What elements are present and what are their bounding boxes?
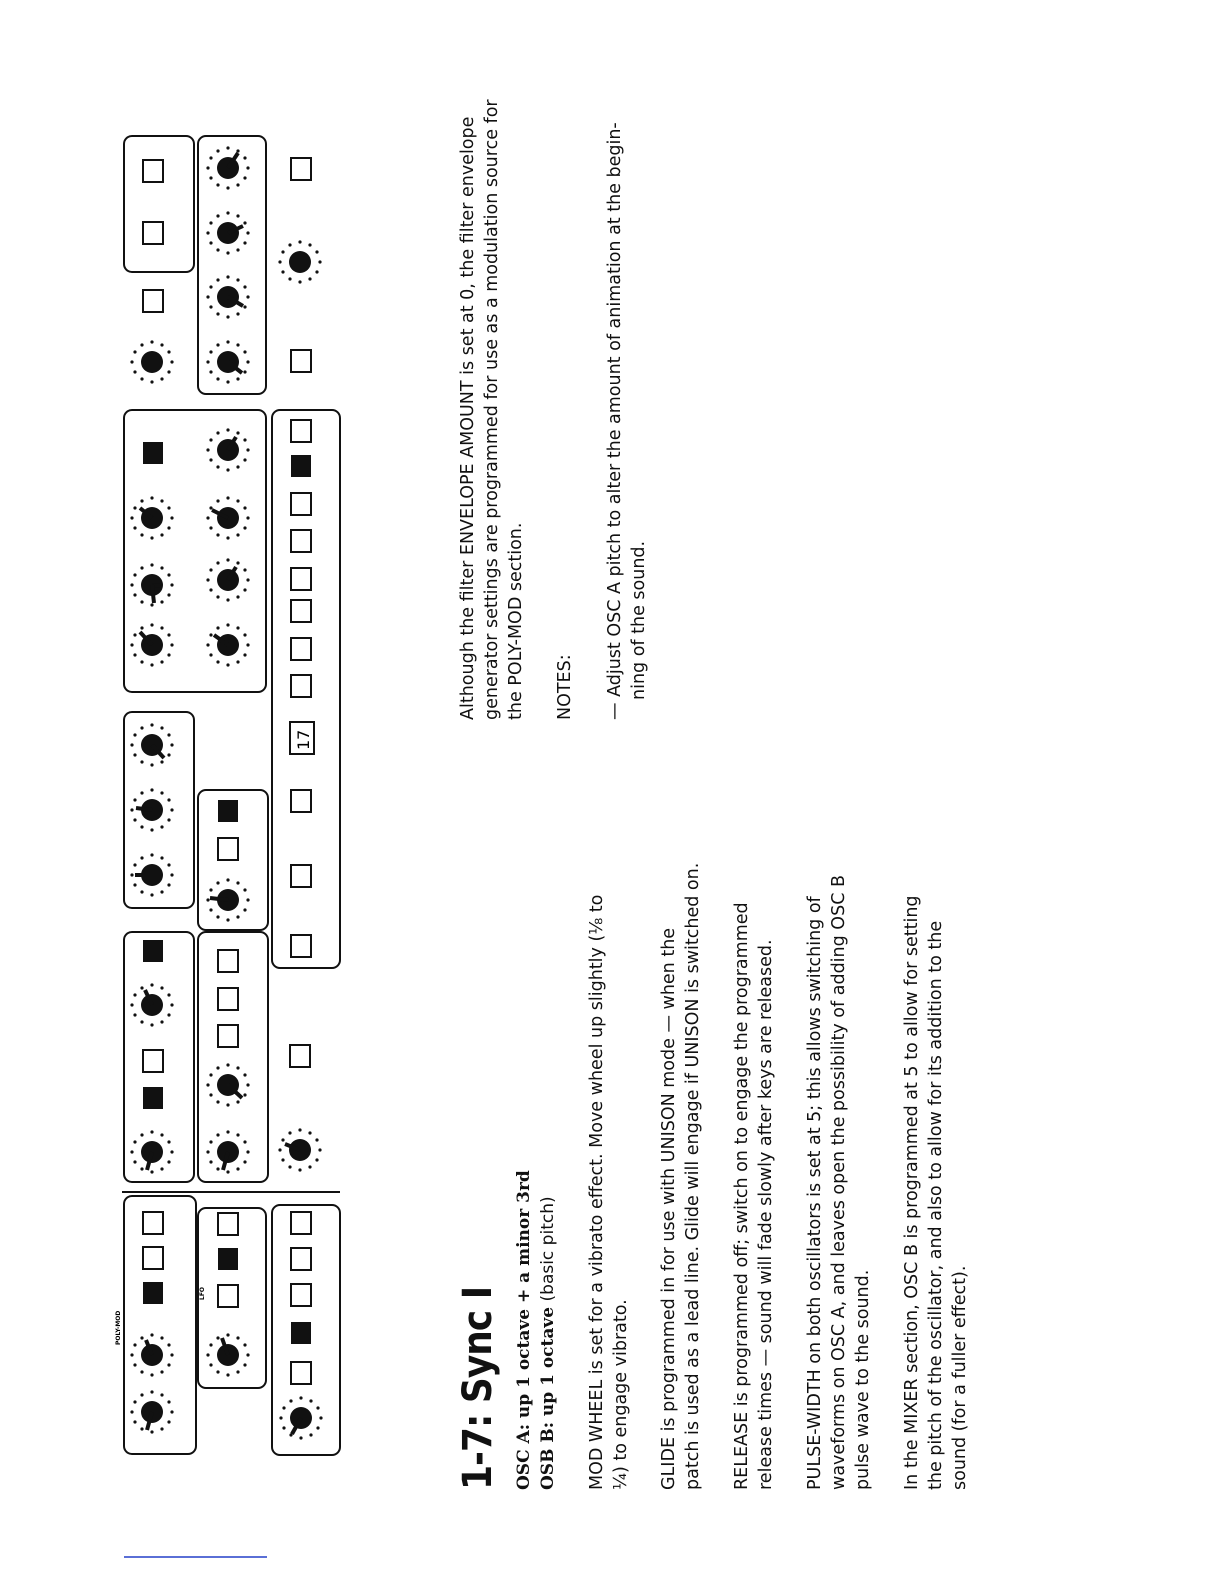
- paragraph-release: RELEASE is programmed off; switch on to engage the programmed release times — sound will fade slowly after keys are released.: [732, 902, 776, 1490]
- wheel-pw-b-button[interactable]: [291, 1248, 311, 1270]
- osc-b-tri-button[interactable]: [218, 988, 238, 1010]
- paragraph-pulse-width: PULSE-WIDTH on both oscillators is set at 5; this allows switching of waveforms on OSC A, and leaves open the possibility of adding OSC B pulse wave to the sound.: [805, 875, 873, 1490]
- notes-list: — Adjust OSC A pitch to alter the amount of animation at the begin- ning of the sound.: [605, 122, 649, 720]
- cutoff-knob[interactable]: [130, 623, 173, 666]
- mixer-noise-knob[interactable]: [130, 723, 173, 766]
- filter-release-knob[interactable]: [206, 428, 249, 471]
- mixer-section: [124, 712, 194, 908]
- lfo-label: LFO: [199, 1286, 206, 1300]
- osc-b-extension: [198, 790, 268, 930]
- mixer-osc-b-knob[interactable]: [130, 788, 173, 831]
- lfo-section: [198, 1208, 266, 1388]
- wheel-mod-section: [272, 1205, 340, 1455]
- lfo-saw-button[interactable]: [218, 1248, 238, 1270]
- filter-decay-knob[interactable]: [206, 558, 249, 601]
- sync-button[interactable]: [143, 940, 163, 962]
- oscillator-b-section: [198, 932, 268, 1182]
- freq-a-button[interactable]: [143, 1282, 163, 1304]
- program-2-button[interactable]: [291, 638, 311, 660]
- cassette-button[interactable]: [143, 160, 163, 182]
- oscillator-a-section: [124, 932, 194, 1182]
- osc-a-pulse-width-knob[interactable]: [130, 983, 173, 1026]
- page-title: 1-7: Sync I: [455, 1286, 501, 1490]
- filter-keyboard-button[interactable]: [143, 442, 163, 464]
- lfo-square-button[interactable]: [218, 1213, 238, 1235]
- program-1-button[interactable]: [291, 675, 311, 697]
- wheel-filter-button[interactable]: [291, 1212, 311, 1234]
- osc-b-frequency-knob[interactable]: [206, 1130, 249, 1173]
- programmer-section: [272, 410, 340, 968]
- notes-heading: NOTES:: [555, 654, 575, 720]
- pw-a-button[interactable]: [143, 1247, 163, 1269]
- cassette-section: [124, 136, 194, 272]
- a440-button[interactable]: [143, 290, 163, 312]
- wheel-freq-a-button[interactable]: [291, 1362, 311, 1384]
- amp-decay-knob[interactable]: [206, 275, 249, 318]
- mixer-osc-a-knob[interactable]: [130, 853, 173, 896]
- program-5-button[interactable]: [291, 530, 311, 552]
- poly-mod-label: POLY-MOD: [115, 1310, 122, 1345]
- osc-b-line: OSB B: up 1 octave (basic pitch): [538, 1196, 558, 1490]
- program-7-button[interactable]: [291, 455, 311, 477]
- paragraph-envelope: Although the filter ENVELOPE AMOUNT is set at 0, the filter envelope generator settings are programmed for use as a modulation source for the POLY-MOD section.: [458, 99, 526, 720]
- osc-b-square-button[interactable]: [218, 950, 238, 972]
- footer-rule: [124, 1556, 267, 1558]
- poly-mod-section: [115, 1196, 196, 1454]
- lo-freq-button[interactable]: [218, 838, 238, 860]
- preset-button[interactable]: [291, 935, 311, 957]
- osc-a-frequency-knob[interactable]: [130, 1130, 173, 1173]
- master-tune-knob[interactable]: [130, 340, 173, 383]
- program-3-button[interactable]: [291, 600, 311, 622]
- osc-b-knob[interactable]: [130, 1333, 173, 1376]
- filter-dest-button[interactable]: [143, 1212, 163, 1234]
- wheel-pw-a-button[interactable]: [291, 1284, 311, 1306]
- osc-b-fine-knob[interactable]: [206, 1063, 249, 1106]
- osc-a-saw-button[interactable]: [143, 1087, 163, 1109]
- paragraph-mod-wheel: MOD WHEEL is set for a vibrato effect. Move wheel up slightly (⅛ to ¼) to engage vibrato.: [587, 894, 631, 1490]
- lfo-tri-button[interactable]: [218, 1285, 238, 1307]
- volume-knob[interactable]: [278, 240, 321, 283]
- amp-release-knob[interactable]: [206, 146, 249, 189]
- osc-a-line: OSC A: up 1 octave + a minor 3rd: [514, 1170, 534, 1490]
- safe-button[interactable]: [143, 222, 163, 244]
- osc-b-pulse-width-knob[interactable]: [206, 878, 249, 921]
- tune-button[interactable]: [291, 158, 311, 180]
- wheel-freq-b-button[interactable]: [291, 1322, 311, 1344]
- filt-env-knob[interactable]: [130, 1390, 173, 1433]
- display-value: 17: [294, 729, 313, 750]
- lfo-frequency-knob[interactable]: [206, 1333, 249, 1376]
- osc-settings: [512, 1170, 560, 1490]
- program-8-button[interactable]: [291, 420, 311, 442]
- filter-section: [124, 410, 266, 692]
- bank-select-button[interactable]: [291, 790, 311, 812]
- paragraph-glide: GLIDE is programmed in for use with UNISON mode — when the patch is used as a lead line. Glide will engage if UNISON is switched on.: [659, 862, 703, 1490]
- record-button[interactable]: [291, 865, 311, 887]
- amp-attack-knob[interactable]: [206, 340, 249, 383]
- glide-knob[interactable]: [278, 1128, 321, 1171]
- osc-a-square-button[interactable]: [143, 1050, 163, 1072]
- release-button[interactable]: [291, 350, 311, 372]
- osc-b-saw-button[interactable]: [218, 1025, 238, 1047]
- resonance-knob[interactable]: [130, 563, 173, 606]
- program-display: [290, 722, 314, 754]
- program-4-button[interactable]: [291, 568, 311, 590]
- filter-attack-knob[interactable]: [206, 623, 249, 666]
- paragraph-mixer: In the MIXER section, OSC B is programmed at 5 to allow for setting the pitch of the oscillator, and also to allow for its addition to the sound (for a fuller effect).: [902, 895, 970, 1490]
- unison-button[interactable]: [290, 1045, 310, 1067]
- osc-b-keyboard-button[interactable]: [218, 800, 238, 822]
- amp-sustain-knob[interactable]: [206, 211, 249, 254]
- amplifier-section: [198, 136, 266, 394]
- filter-sustain-knob[interactable]: [206, 496, 249, 539]
- envelope-amount-knob[interactable]: [130, 496, 173, 539]
- source-mix-knob[interactable]: [279, 1396, 322, 1439]
- program-6-button[interactable]: [291, 493, 311, 515]
